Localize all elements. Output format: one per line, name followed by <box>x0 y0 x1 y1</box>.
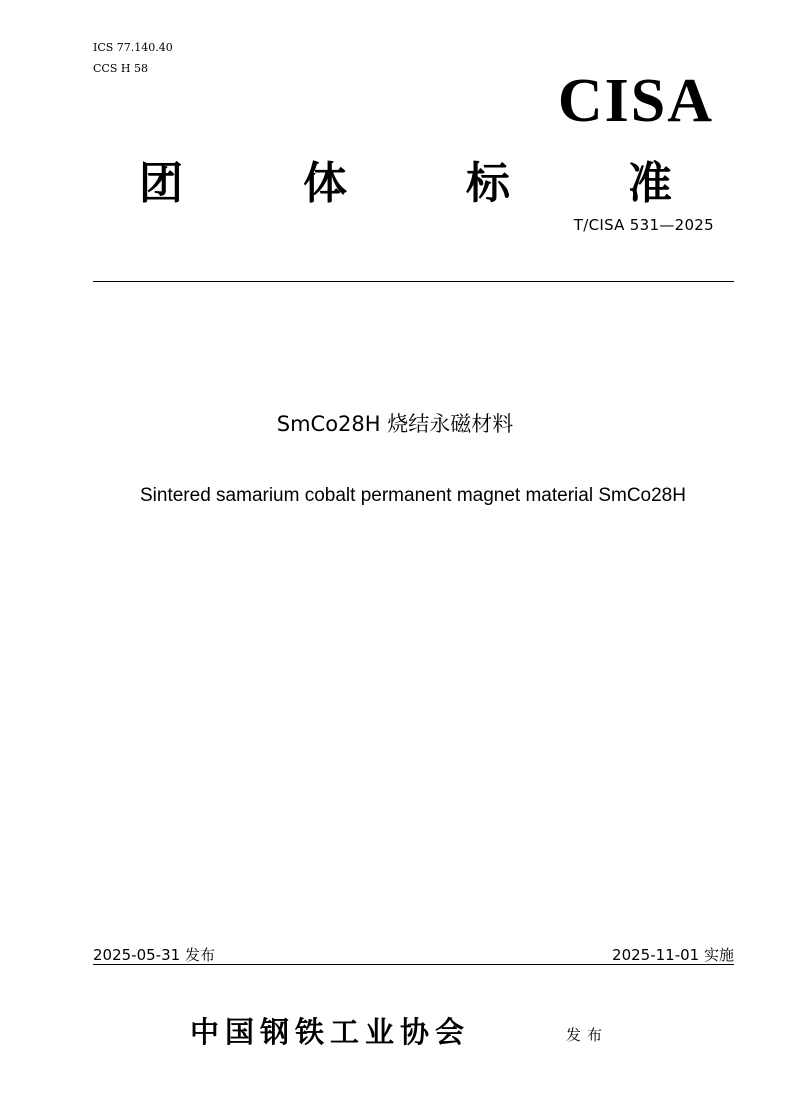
title-english: Sintered samarium cobalt permanent magnet material SmCo28H <box>140 485 686 506</box>
standard-type-char: 标 <box>466 158 510 209</box>
footer-divider <box>93 964 734 965</box>
standard-type-char: 团 <box>139 158 183 209</box>
ccs-code: CCS H 58 <box>93 62 148 75</box>
title-chinese: SmCo28H 烧结永磁材料 <box>276 412 514 436</box>
implementation-date: 2025-11-01 实施 <box>612 946 734 964</box>
standard-code: T/CISA 531—2025 <box>573 216 714 234</box>
header-divider <box>93 281 734 282</box>
cisa-logo: CISA <box>557 67 714 135</box>
ics-code: ICS 77.140.40 <box>93 41 173 54</box>
issuing-organization: 中国钢铁工业协会 <box>190 1015 471 1049</box>
publish-date: 2025-05-31 发布 <box>93 946 215 964</box>
standard-type-char: 体 <box>303 158 347 209</box>
issue-label: 发布 <box>566 1026 609 1044</box>
standard-type-char: 准 <box>628 158 672 209</box>
